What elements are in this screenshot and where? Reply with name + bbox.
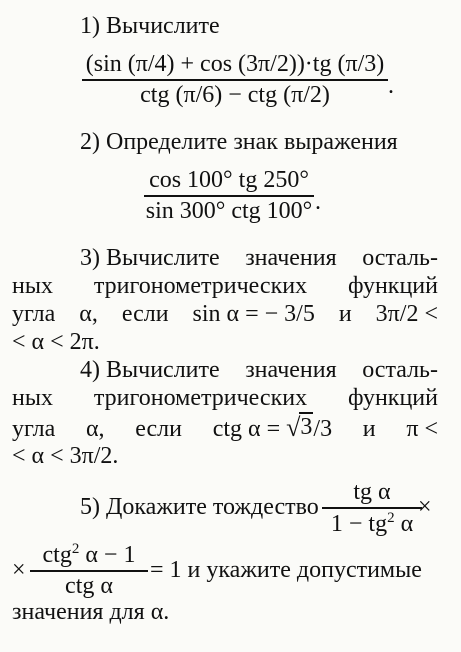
word: ных [12, 273, 53, 299]
problem-4-line-4: < α < 3π/2. [12, 443, 119, 469]
problem-1-fraction [82, 50, 388, 110]
fraction-2-denominator: ctg α [65, 572, 113, 599]
fraction-2-numerator: ctg$^2$ α − 1 [42, 541, 136, 568]
math-range-start: π < [406, 416, 438, 442]
word: если [121, 301, 169, 327]
word: функций [347, 385, 438, 411]
word: осталь- [362, 357, 438, 383]
word: функций [347, 273, 438, 299]
word: 4) Вычислите [80, 357, 220, 383]
problem-5-fraction-1 [322, 478, 422, 539]
word: ных [12, 385, 53, 411]
problem-5-equation-tail: = 1 и укажите допустимые [150, 557, 422, 583]
word: угла [12, 416, 56, 442]
problem-3-line-3 [12, 300, 438, 329]
math-sin-condition: sin α = − 3/5 [192, 301, 315, 327]
word: осталь- [362, 245, 438, 271]
problem-5-lead: 5) Докажите тождество [80, 494, 319, 520]
problem-2-period: . [315, 189, 321, 215]
fraction-1-denominator: $1 - tg^2$ α [330, 509, 414, 537]
problem-5-fraction-2 [30, 540, 148, 601]
math-ctg-condition: ctg α = √ 3 /3 [212, 413, 333, 442]
times-sign: × [418, 494, 432, 520]
word: значения [245, 245, 337, 271]
word: и [338, 301, 352, 327]
problem-1-numerator: (sin (π/4) + cos (3π/2))·tg (π/3) [85, 51, 385, 77]
times-sign: × [12, 557, 26, 583]
word: α, [79, 301, 98, 327]
problem-2-fraction [144, 166, 314, 226]
word: 3) Вычислите [80, 245, 220, 271]
problem-3-line-4: < α < 2π. [12, 329, 100, 355]
sqrt-symbol: √ 3 [286, 413, 313, 442]
word: и [362, 416, 376, 442]
word: тригонометрических [93, 385, 308, 411]
problem-4-line-2 [12, 384, 438, 413]
problem-1-denominator: ctg (π/6) − ctg (π/2) [140, 81, 330, 108]
problem-5-last-line: значения для α. [12, 599, 170, 625]
problem-1-title: 1) Вычислите [80, 13, 220, 39]
problem-1-period: . [388, 73, 394, 99]
word: значения [245, 357, 337, 383]
problem-3-line-2 [12, 272, 438, 301]
word: α, [85, 416, 105, 442]
math-range-start: 3π/2 < [375, 301, 438, 327]
problem-3-line-1 [80, 244, 438, 273]
problem-2-denominator: sin 300° ctg 100° [145, 197, 313, 224]
word: тригонометрических [93, 273, 308, 299]
problem-4-line-1 [80, 356, 438, 385]
problem-4-line-3 [12, 412, 438, 444]
fraction-1-numerator: tg α [353, 479, 391, 505]
word: если [135, 416, 182, 442]
problem-2-title: 2) Определите знак выражения [80, 129, 398, 155]
word: угла [12, 301, 56, 327]
problem-2-numerator: cos 100° tg 250° [149, 167, 309, 193]
